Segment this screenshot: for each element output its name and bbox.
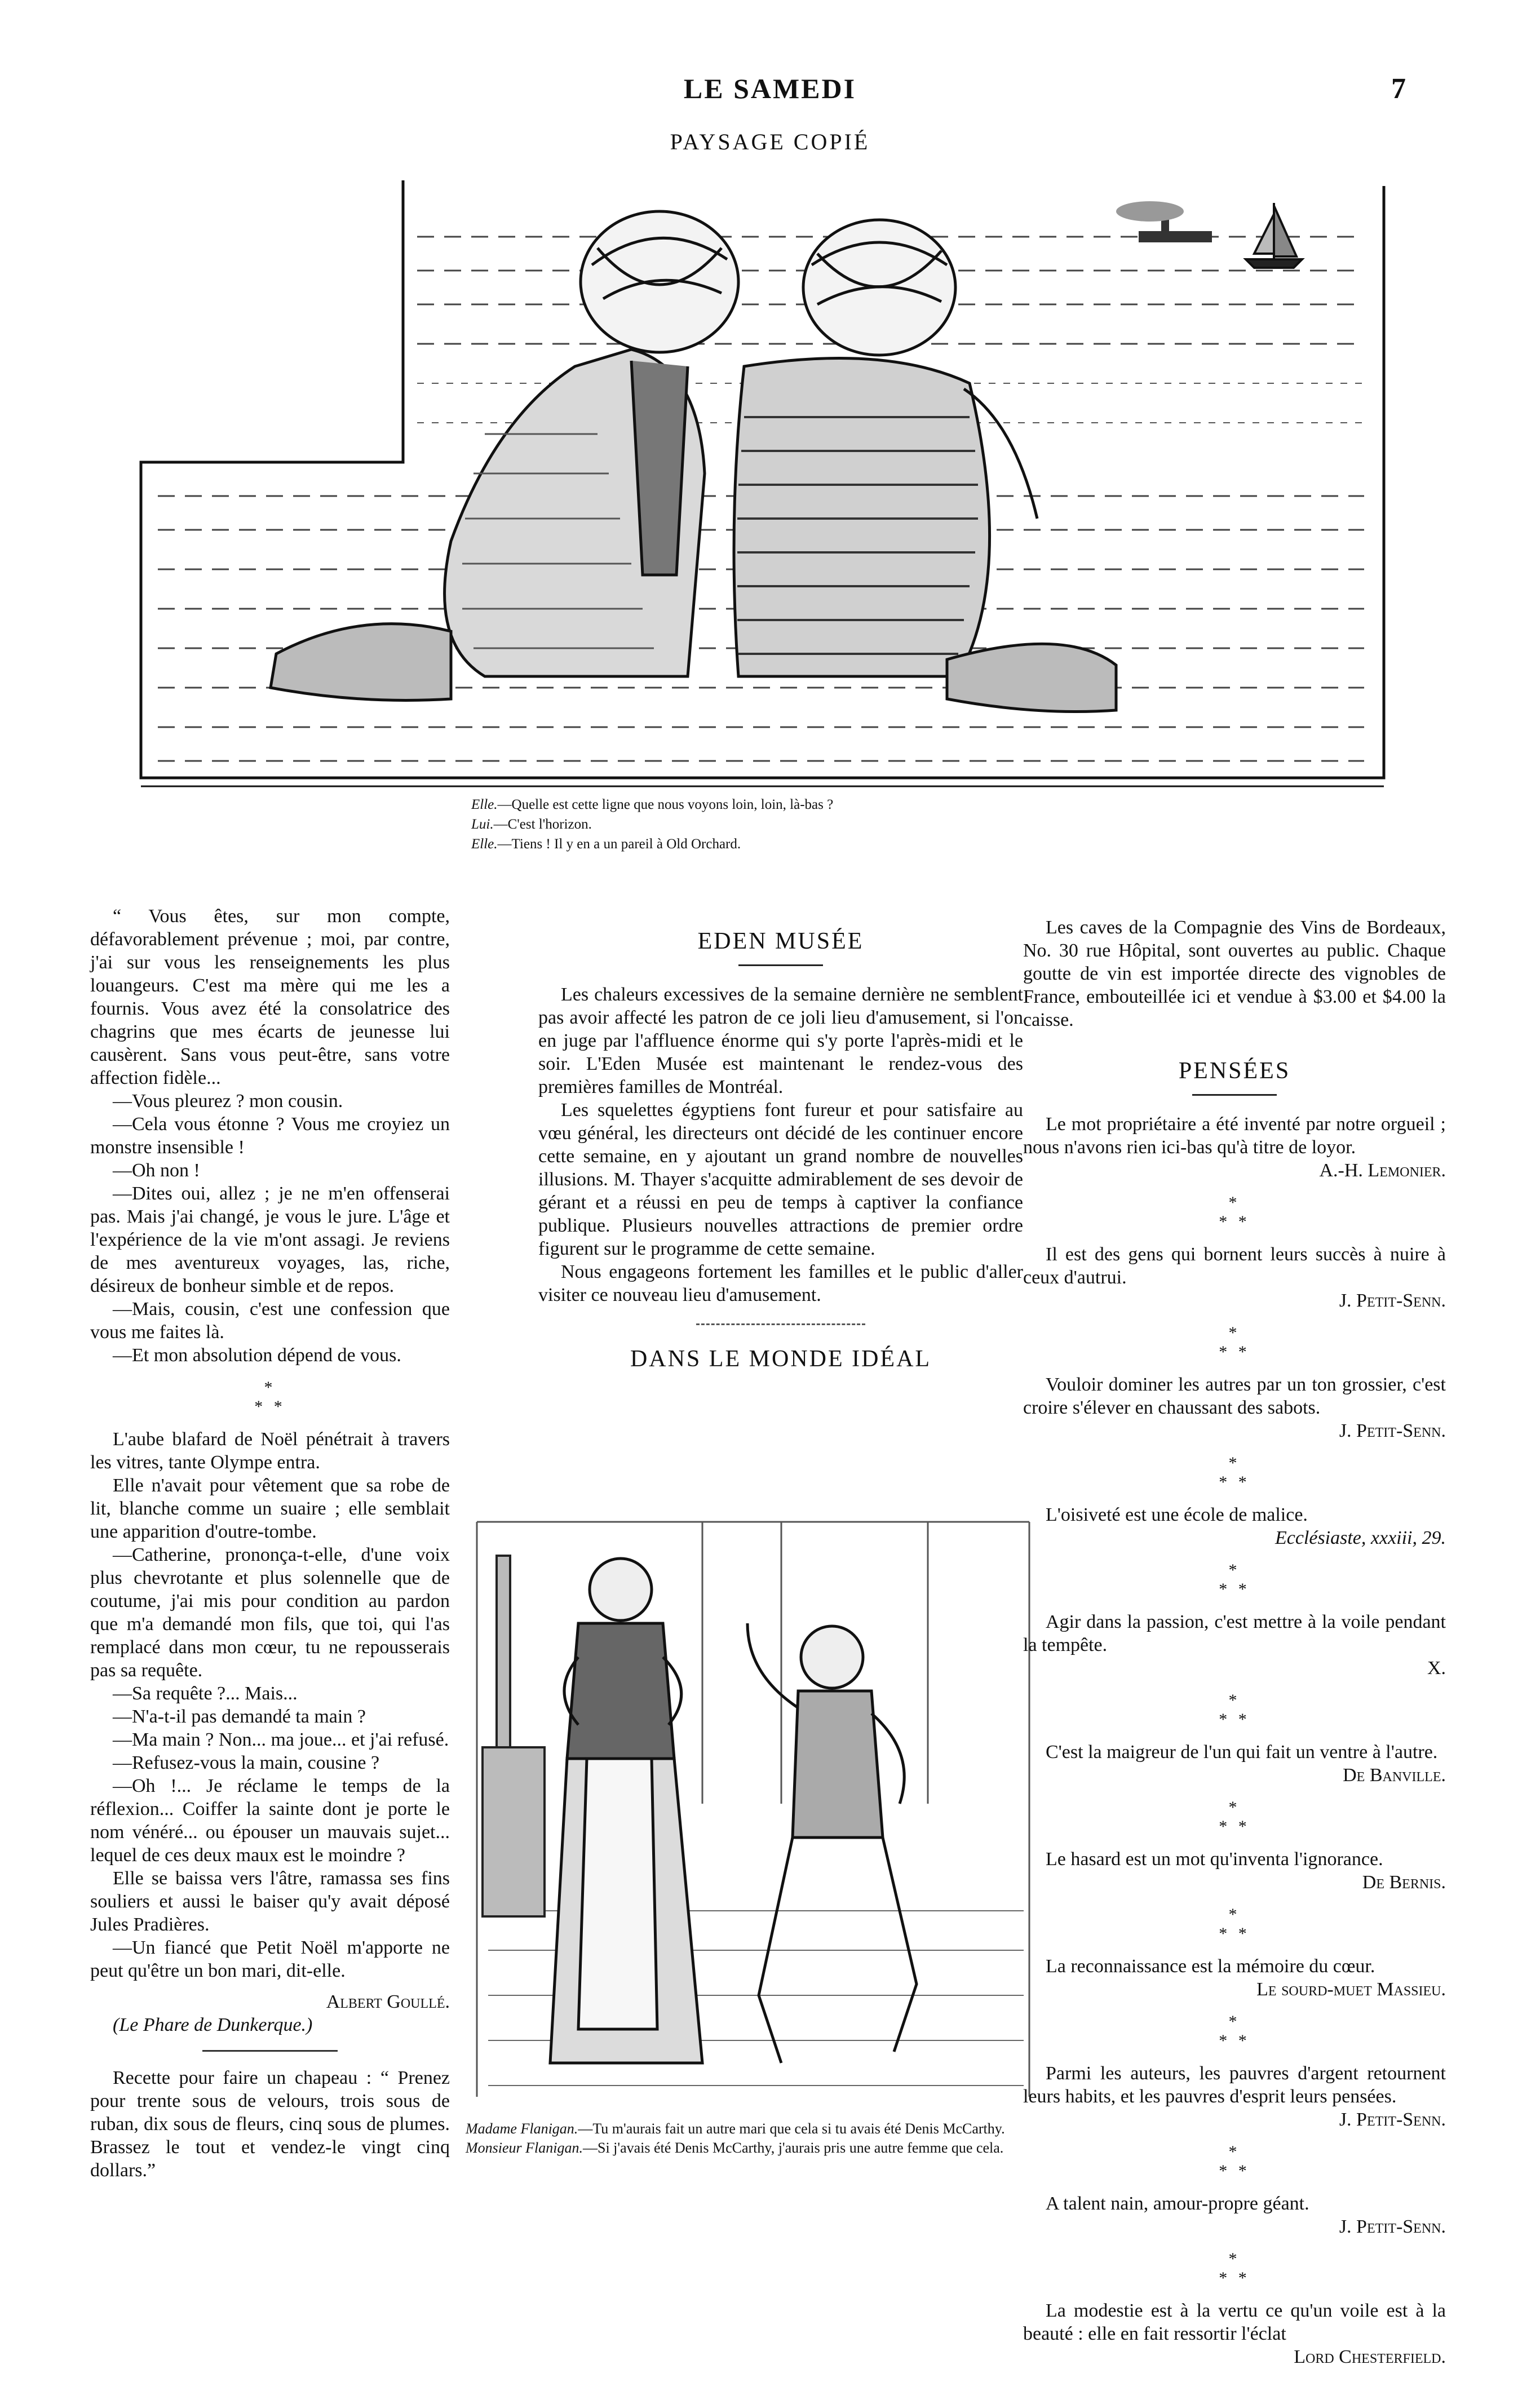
asterism: * * * <box>1219 2142 1250 2180</box>
source-note: (Le Phare de Dunkerque.) <box>113 2014 313 2035</box>
pensee-text: Le mot propriétaire a été inventé par notre orgueil ; nous n'avons rien ici-bas qu'à titre de loyor. <box>1023 1114 1446 1158</box>
caption-line-3: Elle.—Tiens ! Il y en a un pareil à Old Orchard. <box>471 836 741 852</box>
author-signature: Albert Goullé. <box>326 1991 450 2012</box>
story-paragraph: —N'a-t-il pas demandé ta main ? <box>113 1706 366 1727</box>
story-paragraph: —Un fiancé que Petit Noël m'apporte ne peut qu'être un bon mari, dit-elle. <box>90 1937 450 1981</box>
recipe-text: Recette pour faire un chapeau : “ Prenez pour trente sous de velours, trois sous de ruban, dix sous de fleurs, cinq sous de plumes. Brassez le tout et vendez-le vingt cinq dollars.” <box>90 2067 450 2181</box>
story-paragraph: L'aube blafard de Noël pénétrait à travers les vitres, tante Olympe entra. <box>90 1429 450 1473</box>
story-paragraph: —Ma main ? Non... ma joue... et j'ai refusé. <box>113 1729 449 1750</box>
madame-figure <box>550 1559 702 2063</box>
story-paragraph: —Sa requête ?... Mais... <box>113 1683 298 1704</box>
pensee-author: X. <box>1427 1658 1446 1679</box>
story-paragraph: —Et mon absolution dépend de vous. <box>113 1345 401 1366</box>
asterism: * * * <box>1219 2012 1250 2050</box>
eden-heading: EDEN MUSÉE <box>697 928 864 954</box>
pensee-author: J. Petit-Senn. <box>1339 2216 1446 2237</box>
left-column <box>90 905 450 2182</box>
pensee-text: A talent nain, amour-propre géant. <box>1046 2193 1309 2214</box>
eden-paragraph: Les squelettes égyptiens font fureur et pour satisfaire au vœu général, les directeurs ont décidé de les continuer encore cette semaine, en y ajoutant un grand nombre de nouvelles illusions. M. Thayer s'acquitte admirablement de ses devoir de gérant et a réussi en peu de temps à captiver la confiance publique. Plusieurs nouvelles attractions de premier ordre figurent sur le programme de cette semaine. <box>538 1100 1023 1259</box>
pensee-text: Le hasard est un mot qu'inventa l'ignorance. <box>1046 1849 1383 1870</box>
story-paragraph: “ Vous êtes, sur mon compte, défavorablement prévenue ; moi, par contre, j'ai sur vous les renseignements les plus louangeurs. C'est ma mère qui me les a fournis. Vous avez été la consolatrice des chagrins que mes écarts de jeunesse lui causèrent. Sans vous peut-être, sans votre affection fidèle... <box>90 906 450 1088</box>
pensee-text: L'oisiveté est une école de malice. <box>1046 1504 1308 1525</box>
beach-caption <box>471 795 1176 854</box>
story-paragraph: Elle se baissa vers l'âtre, ramassa ses fins souliers et aussi le baiser qu'y avait déposé Jules Pradières. <box>90 1868 450 1935</box>
asterism: * * * <box>1219 1193 1250 1231</box>
pensee-author: A.-H. Lemonier. <box>1319 1160 1446 1181</box>
woman-left <box>271 211 738 701</box>
newspaper-title: LE SAMEDI <box>683 73 857 104</box>
asterism: * * * <box>254 1378 286 1416</box>
story-paragraph: —Vous pleurez ? mon cousin. <box>113 1091 343 1112</box>
pensee-author: Ecclésiaste, xxxiii, 29. <box>1275 1528 1446 1548</box>
pensee-text: Vouloir dominer les autres par un ton grossier, c'est croire s'élever en chaussant des sabots. <box>1023 1374 1446 1418</box>
pensee-author: J. Petit-Senn. <box>1339 1290 1446 1311</box>
pensee-author: De Banville. <box>1343 1765 1446 1786</box>
right-column <box>1023 916 1446 2368</box>
story-paragraph: —Oh non ! <box>113 1160 200 1181</box>
woman-right <box>734 220 1116 712</box>
story-paragraph: —Oh !... Je réclame le temps de la réflexion... Coiffer la sainte dont je porte le nom vénéré... ou épouser un mauvais sujet... lequel de ces deux maux est le moindre ? <box>90 1776 450 1866</box>
pensees-heading: PENSÉES <box>1178 1058 1291 1084</box>
caption-line-1: Madame Flanigan.—Tu m'aurais fait un autre mari que cela si tu avais été Denis McCarthy. <box>466 2120 1005 2137</box>
pensee-text: C'est la maigreur de l'un qui fait un ventre à l'autre. <box>1046 1742 1438 1763</box>
asterism: * * * <box>1219 1691 1250 1729</box>
story-paragraph: Elle n'avait pour vêtement que sa robe de lit, blanche comme un suaire ; elle semblait une apparition d'outre-tombe. <box>90 1475 450 1542</box>
pensee-author: J. Petit-Senn. <box>1339 2109 1446 2130</box>
asterism: * * * <box>1219 1323 1250 1361</box>
asterism: * * * <box>1219 1905 1250 1943</box>
pensee-text: Agir dans la passion, c'est mettre à la voile pendant la tempête. <box>1023 1611 1446 1655</box>
pensee-text: La reconnaissance est la mémoire du cœur. <box>1046 1956 1375 1977</box>
middle-column <box>538 930 1023 1371</box>
eden-paragraph: Nous engageons fortement les familles et le public d'aller visiter ce nouveau lieu d'amusement. <box>538 1261 1023 1305</box>
flanigan-illustration <box>466 1488 1041 2114</box>
wine-notice: Les caves de la Compagnie des Vins de Bordeaux, No. 30 rue Hôpital, sont ouvertes au public. Chaque goutte de vin est importée directe des vignobles de France, embouteillée ici et vendue à $3.00 et $4.00 la caisse. <box>1023 917 1446 1030</box>
pensee-author: Le sourd-muet Massieu. <box>1256 1979 1446 2000</box>
page-number: 7 <box>1391 73 1406 105</box>
sailboat <box>1246 203 1302 268</box>
pensee-text: Il est des gens qui bornent leurs succès à nuire à ceux d'autrui. <box>1023 1244 1446 1288</box>
eden-paragraph: Les chaleurs excessives de la semaine dernière ne semblent pas avoir affecté les patron de ce joli lieu d'amusement, si l'on en juge par l'affluence énorme qui s'y porte l'après-midi et le soir. L'Eden Musée est maintenant le rendez-vous des premières familles de Montréal. <box>538 984 1023 1097</box>
asterism: * * * <box>1219 1454 1250 1491</box>
asterism: * * * <box>1219 1798 1250 1836</box>
pensee-text: Parmi les auteurs, les pauvres d'argent retournent leurs habits, et les pauvres d'esprit leurs pensées. <box>1023 2063 1446 2107</box>
story-paragraph: —Dites oui, allez ; je ne m'en offenserai pas. Mais j'ai changé, je vous le jure. L'âge et l'expérience de la vie m'ont assagi. Je reviens de mes aventureux voyages, las, riche, désireux de bonheur simble et de repos. <box>90 1183 450 1296</box>
caption-line-2: Monsieur Flanigan.—Si j'avais été Denis McCarthy, j'aurais pris une autre femme que cela. <box>466 2140 1004 2156</box>
story-paragraph: —Refusez-vous la main, cousine ? <box>113 1752 380 1773</box>
story-paragraph: —Cela vous étonne ? Vous me croyiez un monstre insensible ! <box>90 1114 450 1158</box>
pensee-text: La modestie est à la vertu ce qu'un voile est à la beauté : elle en fait ressortir l'éclat <box>1023 2300 1446 2344</box>
separator-rule <box>202 2050 338 2052</box>
asterism: * * * <box>1219 2250 1250 2287</box>
flanigan-caption <box>466 2119 1041 2158</box>
story-paragraph: —Catherine, prononça-t-elle, d'une voix plus chevrotante et plus solennelle que de coutume, j'ai mis pour condition au pardon que m'a demandé mon fils, que toi, qui l'as remplacé dans mon cœur, tu ne repousserais pas sa requête. <box>90 1544 450 1681</box>
asterism: * * * <box>1219 1561 1250 1599</box>
pensee-author: De Bernis. <box>1362 1872 1446 1893</box>
pensee-author: J. Petit-Senn. <box>1339 1420 1446 1441</box>
pensee-author: Lord Chesterfield. <box>1294 2346 1446 2367</box>
illustration-title: PAYSAGE COPIÉ <box>670 129 870 154</box>
caption-line-2: Lui.—C'est l'horizon. <box>471 817 592 832</box>
heading-rule <box>738 964 823 966</box>
heading-rule <box>1192 1094 1277 1096</box>
ideal-heading: DANS LE MONDE IDÉAL <box>630 1346 932 1372</box>
stove <box>483 1556 545 1916</box>
story-paragraph: —Mais, cousin, c'est une confession que vous me faites là. <box>90 1299 450 1343</box>
beach-illustration <box>135 180 1392 795</box>
separator-rule <box>696 1323 865 1325</box>
monsieur-figure <box>747 1623 917 2063</box>
caption-line-1: Elle.—Quelle est cette ligne que nous voyons loin, loin, là-bas ? <box>471 797 834 812</box>
